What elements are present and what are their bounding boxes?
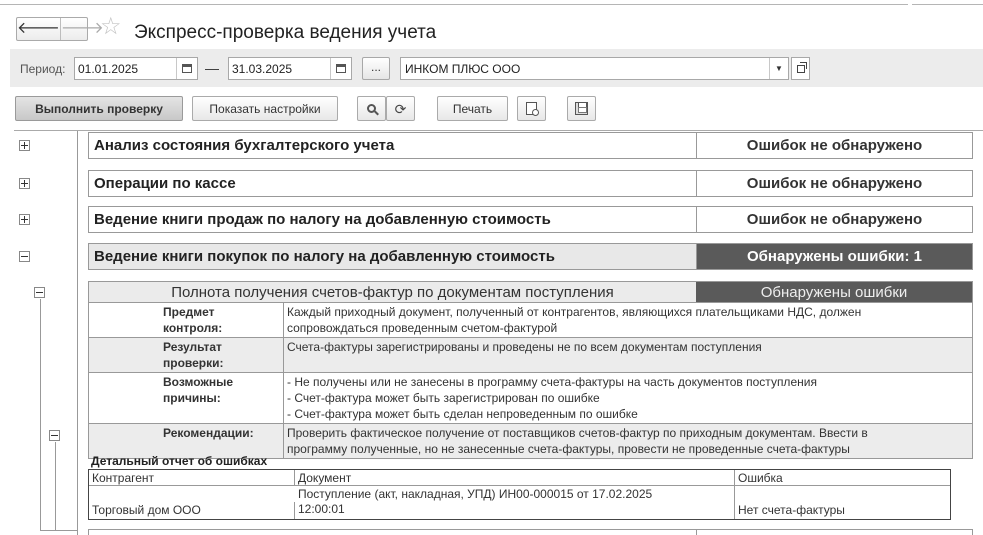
open-window-icon <box>797 65 805 73</box>
title-bar <box>0 6 983 46</box>
print-preview-icon <box>526 102 537 115</box>
collapse-icon[interactable] <box>34 287 45 298</box>
favorite-star-icon[interactable]: ☆ <box>100 13 122 40</box>
section-row <box>88 132 973 159</box>
section-row <box>88 170 973 197</box>
print-preview-button[interactable] <box>517 96 546 121</box>
collapse-icon[interactable] <box>49 430 60 441</box>
info-label-line: Результат <box>163 340 222 354</box>
info-text <box>284 303 972 337</box>
arrow-right-icon: 🡒 <box>60 20 104 37</box>
table-cell-counterparty[interactable]: Торговый дом ООО <box>89 502 295 519</box>
date-to-field[interactable] <box>228 57 352 80</box>
date-to-value[interactable]: 31.03.2025 <box>232 62 293 76</box>
info-row-result <box>89 338 972 373</box>
section-row-partial <box>88 529 973 535</box>
top-divider-right <box>912 4 983 5</box>
info-text-line: сопровождаться проведенным счетом-фактурой <box>287 321 558 335</box>
detail-report-title: Детальный отчет об ошибках <box>91 454 268 468</box>
back-button[interactable] <box>17 18 61 40</box>
save-button[interactable] <box>567 96 596 121</box>
select-period-button[interactable]: ... <box>362 57 390 80</box>
expand-icon[interactable] <box>19 178 30 189</box>
check-details <box>88 303 973 459</box>
top-divider-left <box>0 4 908 5</box>
info-text-line: - Не получены или не занесены в программу счета-фактуры на часть документов поступления <box>287 375 817 389</box>
section-status: Ошибок не обнаружено <box>696 207 972 232</box>
document-link-line[interactable]: 12:00:01 <box>298 502 345 516</box>
info-label-line: Предмет <box>163 305 215 319</box>
table-cell-error: Нет счета-фактуры <box>738 503 845 517</box>
info-text-line: программу полученные, но не занесенные счета-фактуры, провести не проведенные счета-фактуры <box>287 442 850 456</box>
check-name: Полнота получения счетов-фактур по документам поступления <box>171 284 614 301</box>
group-line <box>55 442 56 531</box>
section-name: Ведение книги продаж по налогу на добавленную стоимость <box>94 211 551 228</box>
info-label-line: проверки: <box>163 356 224 370</box>
info-row-causes <box>89 373 972 424</box>
period-separator: — <box>205 60 219 76</box>
calendar-icon <box>182 64 192 73</box>
info-label-line: Возможные <box>163 375 234 389</box>
grouping-column <box>14 131 78 535</box>
search-icon <box>367 104 376 113</box>
info-label-line: причины: <box>163 391 221 405</box>
column-header: Контрагент <box>89 470 295 485</box>
table-row <box>89 486 950 519</box>
info-text <box>284 373 972 423</box>
date-from-field[interactable] <box>74 57 198 80</box>
expand-icon[interactable] <box>19 140 30 151</box>
info-text-line: - Счет-фактура может быть сделан непроведенным по ошибке <box>287 407 638 421</box>
table-header-row <box>89 470 950 486</box>
group-line <box>40 530 78 531</box>
navigation-buttons <box>16 17 104 41</box>
forward-button[interactable] <box>61 18 104 40</box>
section-row <box>88 243 973 270</box>
document-link-line[interactable]: Поступление (акт, накладная, УПД) ИН00-000015 от 17.02.2025 <box>298 487 653 501</box>
column-header: Документ <box>295 470 735 485</box>
section-name: Анализ состояния бухгалтерского учета <box>94 137 395 154</box>
section-status: Ошибок не обнаружено <box>696 171 972 196</box>
check-status: Обнаружены ошибки <box>696 282 972 302</box>
date-from-value[interactable]: 01.01.2025 <box>78 62 139 76</box>
info-row-subject <box>89 303 972 338</box>
expand-icon[interactable] <box>19 214 30 225</box>
run-check-button[interactable]: Выполнить проверку <box>15 96 183 121</box>
check-row <box>88 281 973 303</box>
section-status-error: Обнаружены ошибки: 1 <box>696 244 972 269</box>
command-bar <box>0 96 983 122</box>
save-icon <box>575 102 588 115</box>
column-header: Ошибка <box>738 471 783 485</box>
section-status <box>696 530 972 535</box>
search-refresh-button[interactable] <box>386 96 415 121</box>
section-name: Операции по кассе <box>94 175 236 192</box>
section-row <box>88 206 973 233</box>
info-text-line: - Счет-фактура может быть зарегистрирован по ошибке <box>287 391 600 405</box>
info-label <box>89 303 284 337</box>
arrow-left-icon: 🡐 <box>17 20 60 37</box>
organization-value[interactable]: ИНКОМ ПЛЮС ООО <box>405 62 521 76</box>
period-label: Период: <box>20 62 66 76</box>
period-panel <box>10 49 983 87</box>
info-text <box>284 424 972 458</box>
search-button[interactable] <box>357 96 386 121</box>
detail-table <box>88 469 951 520</box>
info-text-line: Счета-фактуры зарегистрированы и проведены не по всем документам поступления <box>287 340 762 354</box>
info-label-line: Рекомендации: <box>163 426 254 440</box>
section-name: Ведение книги покупок по налогу на добавленную стоимость <box>94 248 555 265</box>
info-text-line: Каждый приходный документ, полученный от контрагентов, являющихся плательщиками НДС, должен <box>287 305 862 319</box>
chevron-down-icon[interactable]: ▼ <box>769 58 788 79</box>
calendar-to-button[interactable] <box>330 58 351 79</box>
info-label-line: контроля: <box>163 321 223 335</box>
refresh-icon: ⟳ <box>394 100 407 117</box>
table-cell-document[interactable] <box>295 486 735 519</box>
open-organization-button[interactable] <box>791 57 810 80</box>
info-label <box>89 424 284 458</box>
info-label <box>89 338 284 372</box>
group-line <box>40 299 41 531</box>
print-button[interactable]: Печать <box>437 96 508 121</box>
organization-field[interactable] <box>400 57 789 80</box>
info-text <box>284 338 972 372</box>
calendar-from-button[interactable] <box>176 58 197 79</box>
info-label <box>89 373 284 423</box>
info-text-line: Проверить фактическое получение от поставщиков счетов-фактур по приходным документам. Ввести в <box>287 426 868 440</box>
page-title: Экспресс-проверка ведения учета <box>134 22 437 43</box>
calendar-icon <box>336 64 346 73</box>
collapse-icon[interactable] <box>19 251 30 262</box>
report-area <box>14 130 983 535</box>
section-status: Ошибок не обнаружено <box>696 133 972 158</box>
show-settings-button[interactable]: Показать настройки <box>192 96 338 121</box>
